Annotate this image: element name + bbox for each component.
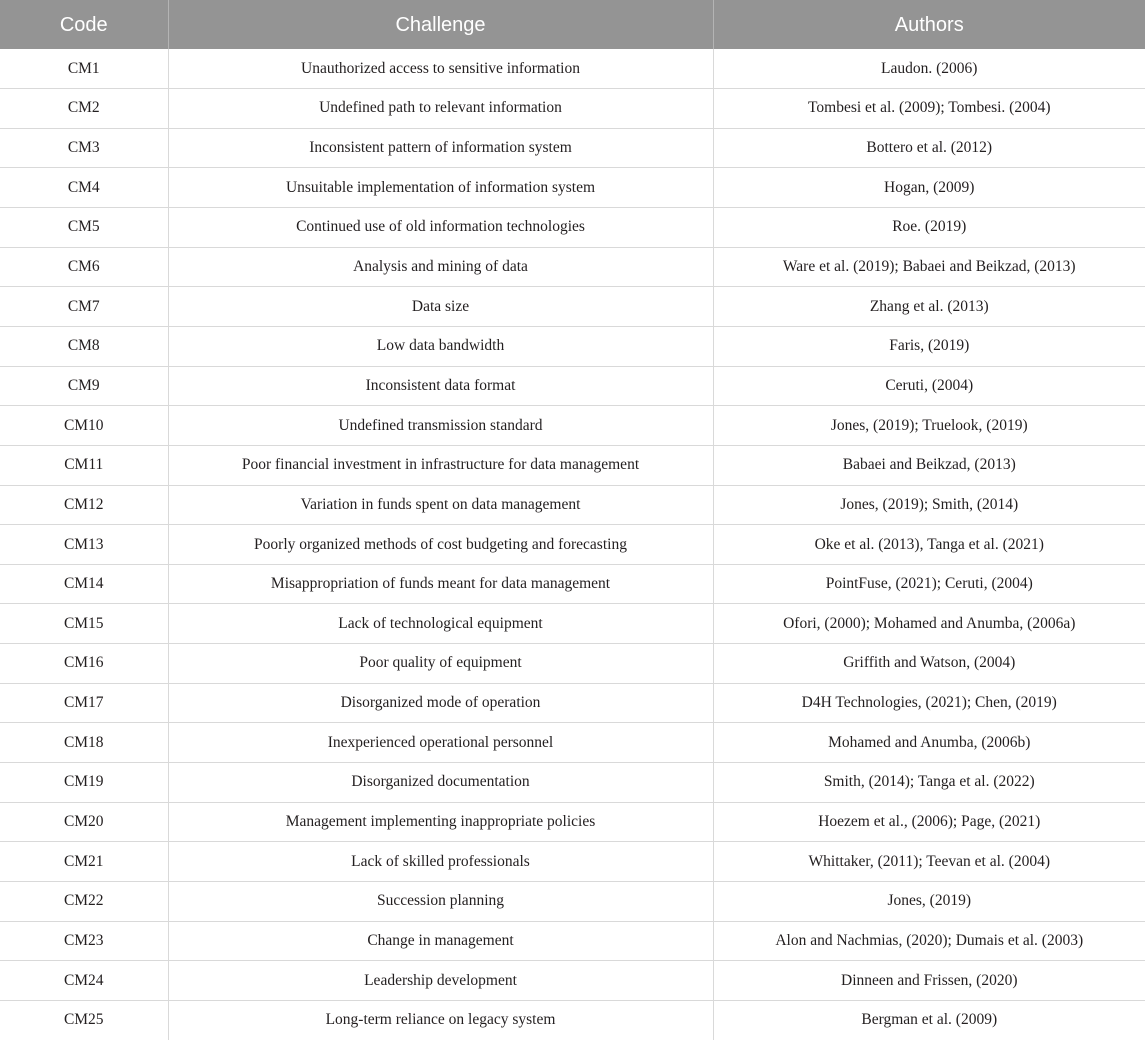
- cell-code: CM18: [0, 723, 168, 763]
- cell-code: CM12: [0, 485, 168, 525]
- column-header-challenge: Challenge: [168, 0, 713, 49]
- cell-challenge: Disorganized documentation: [168, 763, 713, 803]
- table-row: [0, 921, 1145, 961]
- cell-code: CM24: [0, 961, 168, 1001]
- table-row: [0, 723, 1145, 763]
- cell-authors: Mohamed and Anumba, (2006b): [713, 723, 1145, 763]
- cell-authors: Babaei and Beikzad, (2013): [713, 445, 1145, 485]
- cell-authors: Hogan, (2009): [713, 168, 1145, 208]
- cell-challenge: Data size: [168, 287, 713, 327]
- cell-code: CM8: [0, 326, 168, 366]
- cell-challenge: Leadership development: [168, 961, 713, 1001]
- cell-authors: Jones, (2019): [713, 881, 1145, 921]
- table-row: [0, 644, 1145, 684]
- cell-challenge: Long-term reliance on legacy system: [168, 1000, 713, 1040]
- cell-authors: Ware et al. (2019); Babaei and Beikzad, (2013): [713, 247, 1145, 287]
- table-body: [0, 49, 1145, 1040]
- table-row: [0, 683, 1145, 723]
- cell-authors: Jones, (2019); Smith, (2014): [713, 485, 1145, 525]
- cell-challenge: Poor financial investment in infrastructure for data management: [168, 445, 713, 485]
- cell-challenge: Succession planning: [168, 881, 713, 921]
- cell-code: CM10: [0, 406, 168, 446]
- cell-challenge: Disorganized mode of operation: [168, 683, 713, 723]
- cell-challenge: Inexperienced operational personnel: [168, 723, 713, 763]
- cell-code: CM16: [0, 644, 168, 684]
- cell-challenge: Analysis and mining of data: [168, 247, 713, 287]
- table-row: [0, 445, 1145, 485]
- table-row: [0, 168, 1145, 208]
- cell-authors: Dinneen and Frissen, (2020): [713, 961, 1145, 1001]
- cell-code: CM22: [0, 881, 168, 921]
- cell-code: CM4: [0, 168, 168, 208]
- cell-challenge: Management implementing inappropriate policies: [168, 802, 713, 842]
- cell-challenge: Misappropriation of funds meant for data management: [168, 564, 713, 604]
- cell-code: CM2: [0, 89, 168, 129]
- cell-code: CM21: [0, 842, 168, 882]
- cell-challenge: Variation in funds spent on data management: [168, 485, 713, 525]
- cell-code: CM25: [0, 1000, 168, 1040]
- table-row: [0, 763, 1145, 803]
- table-row: [0, 208, 1145, 248]
- table-header: [0, 0, 1145, 49]
- cell-code: CM14: [0, 564, 168, 604]
- table-row: [0, 881, 1145, 921]
- table-row: [0, 287, 1145, 327]
- table-row: [0, 525, 1145, 565]
- table-row: [0, 604, 1145, 644]
- cell-challenge: Unauthorized access to sensitive information: [168, 49, 713, 89]
- cell-code: CM7: [0, 287, 168, 327]
- table-row: [0, 128, 1145, 168]
- cell-challenge: Lack of skilled professionals: [168, 842, 713, 882]
- cell-challenge: Undefined transmission standard: [168, 406, 713, 446]
- cell-code: CM9: [0, 366, 168, 406]
- cell-authors: Jones, (2019); Truelook, (2019): [713, 406, 1145, 446]
- cell-challenge: Unsuitable implementation of information system: [168, 168, 713, 208]
- cell-code: CM6: [0, 247, 168, 287]
- table-row: [0, 1000, 1145, 1040]
- table-row: [0, 247, 1145, 287]
- cell-authors: Whittaker, (2011); Teevan et al. (2004): [713, 842, 1145, 882]
- table-row: [0, 89, 1145, 129]
- cell-authors: Smith, (2014); Tanga et al. (2022): [713, 763, 1145, 803]
- cell-authors: Hoezem et al., (2006); Page, (2021): [713, 802, 1145, 842]
- cell-authors: Bottero et al. (2012): [713, 128, 1145, 168]
- cell-challenge: Inconsistent pattern of information system: [168, 128, 713, 168]
- cell-code: CM1: [0, 49, 168, 89]
- cell-code: CM11: [0, 445, 168, 485]
- cell-challenge: Poor quality of equipment: [168, 644, 713, 684]
- cell-authors: Oke et al. (2013), Tanga et al. (2021): [713, 525, 1145, 565]
- cell-code: CM15: [0, 604, 168, 644]
- table-row: [0, 326, 1145, 366]
- cell-code: CM3: [0, 128, 168, 168]
- column-header-code: Code: [0, 0, 168, 49]
- table-row: [0, 366, 1145, 406]
- cell-authors: Tombesi et al. (2009); Tombesi. (2004): [713, 89, 1145, 129]
- cell-authors: Bergman et al. (2009): [861, 1011, 998, 1029]
- table-row: [0, 802, 1145, 842]
- cell-code: CM5: [0, 208, 168, 248]
- cell-authors: Laudon. (2006): [713, 49, 1145, 89]
- cell-code: CM20: [0, 802, 168, 842]
- cell-challenge: Lack of technological equipment: [168, 604, 713, 644]
- cell-challenge: Low data bandwidth: [168, 326, 713, 366]
- table-row: [0, 961, 1145, 1001]
- table-row: [0, 406, 1145, 446]
- cell-code: CM13: [0, 525, 168, 565]
- table-row: [0, 842, 1145, 882]
- cell-code: CM19: [0, 763, 168, 803]
- table-row: [0, 49, 1145, 89]
- cell-authors: Ofori, (2000); Mohamed and Anumba, (2006a): [713, 604, 1145, 644]
- cell-authors: Alon and Nachmias, (2020); Dumais et al. (2003): [713, 921, 1145, 961]
- cell-authors: D4H Technologies, (2021); Chen, (2019): [713, 683, 1145, 723]
- cell-challenge: Continued use of old information technologies: [168, 208, 713, 248]
- table-header-row: [0, 0, 1145, 49]
- cell-challenge: Undefined path to relevant information: [168, 89, 713, 129]
- cell-authors: Faris, (2019): [713, 326, 1145, 366]
- cell-code: CM23: [0, 921, 168, 961]
- cell-authors: Griffith and Watson, (2004): [713, 644, 1145, 684]
- cell-authors: Zhang et al. (2013): [713, 287, 1145, 327]
- cell-challenge: Change in management: [168, 921, 713, 961]
- cell-challenge: Poorly organized methods of cost budgeting and forecasting: [168, 525, 713, 565]
- cell-authors: Ceruti, (2004): [713, 366, 1145, 406]
- cell-challenge: Inconsistent data format: [168, 366, 713, 406]
- cell-authors: PointFuse, (2021); Ceruti, (2004): [713, 564, 1145, 604]
- cell-code: CM17: [0, 683, 168, 723]
- table-row: [0, 485, 1145, 525]
- column-header-authors: Authors: [713, 0, 1145, 49]
- table-row: [0, 564, 1145, 604]
- cell-authors: Roe. (2019): [713, 208, 1145, 248]
